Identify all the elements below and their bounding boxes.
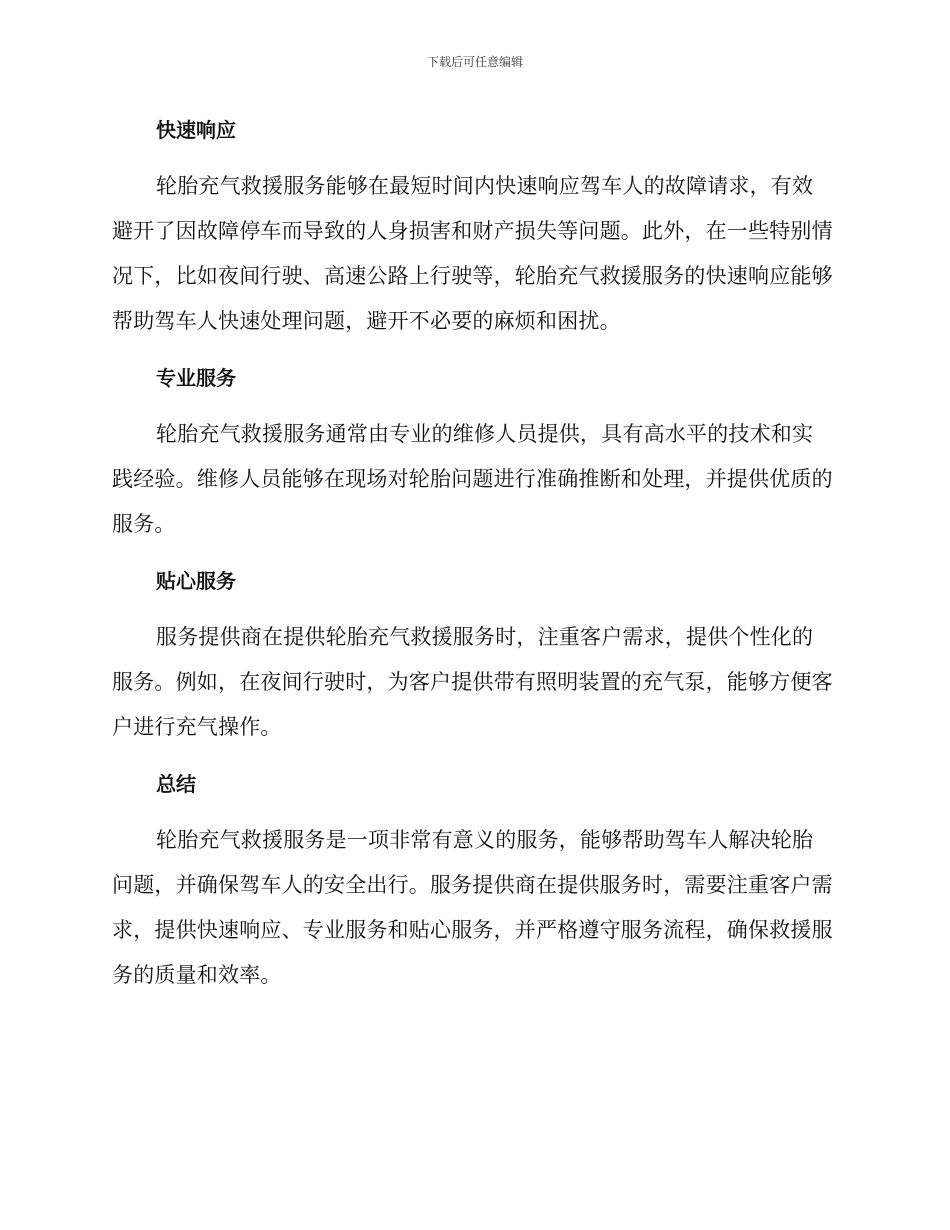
section-professional-service bbox=[112, 356, 834, 547]
section-title: 总结 bbox=[156, 772, 196, 796]
section-summary bbox=[112, 762, 834, 998]
section-paragraph: 轮胎充气救援服务能够在最短时间内快速响应驾车人的故障请求，有效避开了因故障停车而导致的人身损害和财产损失等问题。此外，在一些特别情况下，比如夜间行驶、高速公路上行驶等，轮胎充气救援服务的快速响应能够帮助驾车人快速处理问题，避开不必要的麻烦和困扰。 bbox=[112, 174, 833, 333]
section-paragraph: 轮胎充气救援服务是一项非常有意义的服务，能够帮助驾车人解决轮胎问题，并确保驾车人的安全出行。服务提供商在提供服务时，需要注重客户需求，提供快速响应、专业服务和贴心服务，并严格遵守服务流程，确保救援服务的质量和效率。 bbox=[112, 828, 833, 987]
section-title: 专业服务 bbox=[156, 366, 236, 390]
section-quick-response bbox=[112, 108, 834, 344]
section-title: 贴心服务 bbox=[156, 569, 236, 593]
section-title: 快速响应 bbox=[156, 118, 236, 142]
section-paragraph: 服务提供商在提供轮胎充气救援服务时，注重客户需求，提供个性化的服务。例如，在夜间行驶时，为客户提供带有照明装置的充气泵，能够方便客户进行充气操作。 bbox=[112, 625, 833, 739]
section-paragraph: 轮胎充气救援服务通常由专业的维修人员提供，具有高水平的技术和实践经验。维修人员能够在现场对轮胎问题进行准确推断和处理，并提供优质的服务。 bbox=[112, 422, 833, 536]
section-considerate-service bbox=[112, 559, 834, 750]
document-body bbox=[112, 108, 834, 1010]
page-header-note: 下载后可任意编辑 bbox=[426, 55, 523, 69]
